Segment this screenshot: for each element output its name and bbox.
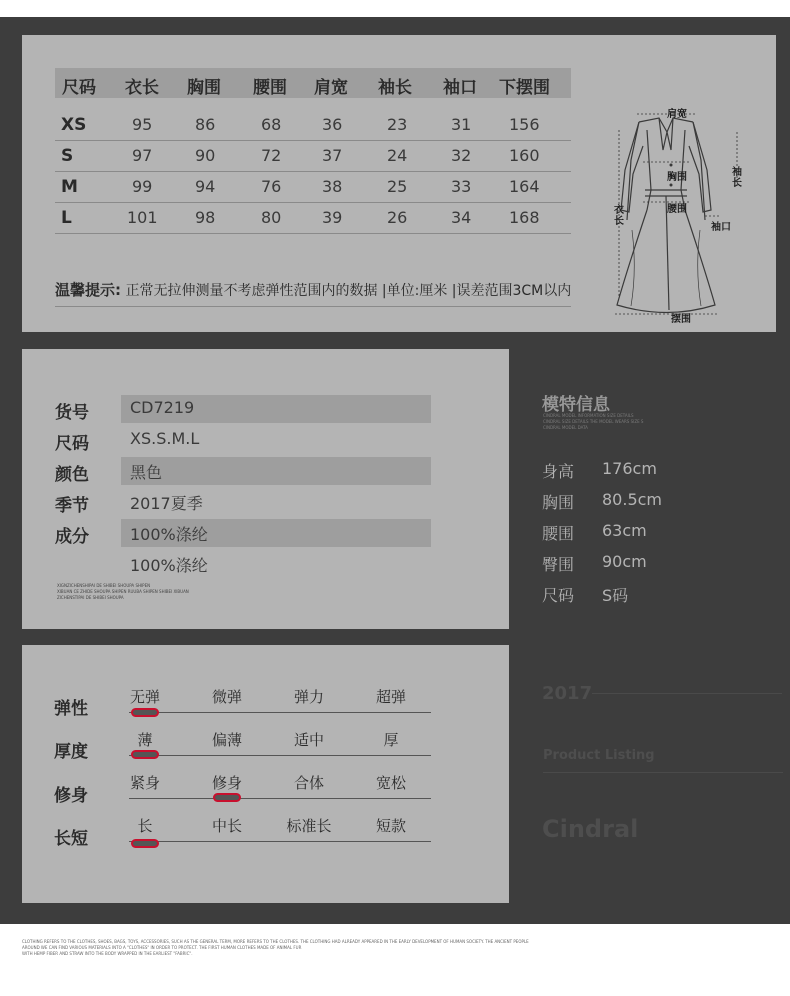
header-length: 衣长: [125, 78, 159, 98]
size-label: S: [61, 146, 74, 166]
table-cell: 94: [195, 177, 216, 196]
model-value-height: 176cm: [602, 459, 657, 478]
divider: [592, 693, 782, 694]
selected-marker: [131, 708, 159, 717]
attr-option: 偏薄: [211, 731, 242, 749]
product-info-panel: [22, 349, 509, 629]
table-cell: 95: [132, 115, 153, 134]
table-cell: 34: [451, 208, 472, 227]
table-cell: 25: [387, 177, 408, 196]
decorative-line: CINDRAL MODEL INFORMATION SIZE DETAILS: [543, 413, 634, 418]
header-hem: 下摆围: [499, 78, 550, 98]
size-label: M: [61, 177, 78, 197]
header-waist: 腰围: [253, 78, 287, 98]
table-cell: 23: [387, 115, 408, 134]
table-cell: 101: [127, 208, 158, 227]
info-value-text: XS.S.M.L: [130, 429, 200, 448]
table-cell: 98: [195, 208, 216, 227]
attr-key-length: 长短: [54, 829, 88, 849]
decorative-line: XIGNZICHENSHIPAI DE SHIBEI SHOUPA SHIPEN: [57, 583, 151, 588]
tip-title: 温馨提示:: [55, 281, 121, 299]
info-value-text: 100%涤纶: [130, 556, 208, 575]
model-key-waist: 腰围: [542, 524, 575, 543]
divider: [55, 306, 571, 307]
attr-key-fit: 修身: [54, 786, 88, 806]
info-key-color: 颜色: [55, 465, 89, 485]
attr-option: 适中: [293, 731, 324, 749]
info-value-text: 2017夏季: [130, 494, 203, 513]
table-cell: 31: [451, 115, 472, 134]
info-key-material: 成分: [55, 527, 89, 547]
table-cell: 164: [509, 177, 540, 196]
label-length: 衣长: [614, 205, 624, 227]
info-value-material: [121, 519, 431, 547]
header-chest: 胸围: [187, 78, 221, 98]
table-row: [55, 110, 571, 141]
header-sleeve: 袖长: [378, 78, 412, 98]
coat-illustration: [587, 70, 787, 330]
attr-option: 长: [137, 817, 153, 835]
attr-option: 中长: [211, 817, 242, 835]
attr-scale-line: [129, 798, 431, 799]
label-waist: 腰围: [667, 204, 687, 215]
model-value-bust: 80.5cm: [602, 490, 663, 509]
size-label: L: [61, 208, 72, 228]
size-table-header: [55, 68, 571, 98]
table-cell: 68: [261, 115, 282, 134]
attr-key-thickness: 厚度: [54, 742, 88, 762]
deco-listing: Product Listing: [543, 748, 655, 763]
attr-scale-line: [129, 755, 431, 756]
attr-option: 超弹: [375, 688, 406, 706]
table-cell: 72: [261, 146, 282, 165]
label-chest: 胸围: [667, 172, 687, 183]
label-cuff: 袖口: [711, 222, 731, 233]
model-value-waist: 63cm: [602, 521, 647, 540]
attr-option: 厚: [383, 731, 399, 749]
table-cell: 36: [322, 115, 343, 134]
header-cuff: 袖口: [443, 78, 477, 98]
table-row: [55, 203, 571, 234]
selected-marker: [213, 793, 241, 802]
label-shoulder: 肩宽: [667, 109, 687, 120]
table-cell: 80: [261, 208, 282, 227]
model-value-hip: 90cm: [602, 552, 647, 571]
attr-option: 修身: [211, 774, 242, 792]
attr-option: 标准长: [286, 817, 332, 835]
table-cell: 90: [195, 146, 216, 165]
attr-option: 短款: [375, 817, 406, 835]
table-cell: 86: [195, 115, 216, 134]
coat-diagram: [587, 70, 787, 330]
info-value-season: [121, 488, 431, 516]
info-key-size: 尺码: [55, 434, 89, 454]
size-label: XS: [61, 115, 87, 135]
header-shoulder: 肩宽: [314, 78, 348, 98]
table-cell: 39: [322, 208, 343, 227]
info-value-text: CD7219: [130, 398, 195, 417]
info-value-color: [121, 457, 431, 485]
table-cell: 37: [322, 146, 343, 165]
info-key-season: 季节: [55, 496, 89, 516]
table-cell: 97: [132, 146, 153, 165]
attr-option: 宽松: [375, 774, 406, 792]
info-value-text: 黑色: [130, 463, 163, 482]
info-value-sku: [121, 395, 431, 423]
model-key-hip: 臀围: [542, 555, 575, 574]
table-cell: 26: [387, 208, 408, 227]
label-hem: 摆围: [671, 314, 691, 325]
table-cell: 38: [322, 177, 343, 196]
deco-year: 2017: [542, 683, 593, 704]
attr-key-elasticity: 弹性: [54, 699, 88, 719]
model-key-bust: 胸围: [542, 493, 575, 512]
attr-option: 薄: [137, 731, 153, 749]
tip-text: 正常无拉伸测量不考虑弹性范围内的数据 |单位:厘米 |误差范围3CM以内: [125, 283, 572, 299]
table-cell: 99: [132, 177, 153, 196]
footer-line: WITH HEMP FIBER AND STRAW INTO THE BODY WRAPPED IN THE EARLIEST "FABRIC".: [22, 951, 193, 956]
attr-option: 无弹: [129, 688, 160, 706]
table-cell: 156: [509, 115, 540, 134]
decorative-line: CINDRAL MODEL DATA: [543, 425, 588, 430]
model-key-size: 尺码: [542, 586, 575, 605]
table-cell: 160: [509, 146, 540, 165]
decorative-line: ZICHENSTIPAI DE SHIBEI SHOUPA: [57, 595, 124, 600]
header-size: 尺码: [62, 78, 96, 98]
selected-marker: [131, 750, 159, 759]
footer-text: [22, 939, 529, 957]
info-value-extra: [121, 550, 431, 578]
attr-option: 合体: [293, 774, 324, 792]
label-sleeve: 袖长: [732, 167, 742, 189]
model-info-title: 模特信息: [542, 395, 610, 415]
attributes-panel: [22, 645, 509, 903]
model-info-subtitle: [543, 413, 643, 431]
info-key-sku: 货号: [55, 403, 89, 423]
attr-scale-line: [129, 712, 431, 713]
deco-brand: Cindral: [542, 815, 639, 843]
attr-option: 弹力: [293, 688, 324, 706]
model-value-size: S码: [602, 586, 629, 605]
size-chart-panel: [22, 35, 776, 332]
footer-line: AROUND WE CAN FIND VARIOUS MATERIALS INTO A "CLOTHES" IN ORDER TO PROTECT. THE FIRST HUMAN CLOTHES MADE OF ANIMAL FUR: [22, 945, 302, 950]
table-row: [55, 141, 571, 172]
footer-line: CLOTHING REFERS TO THE CLOTHES, SHOES, BAGS, TOYS, ACCESSORIES, SUCH AS THE GENERAL TERM, MORE REFERS TO THE CLOTHES. THE CLOTHING HAD ALREADY APPEARED IN THE EARLY DEVELOPMENT OF HUMAN SOCIETY. THE ANCIENT PEOPLE: [22, 939, 529, 944]
attr-option: 紧身: [129, 774, 160, 792]
table-cell: 33: [451, 177, 472, 196]
decorative-line: XIBUAN CE ZHIDE SHOUPA SHIPEN RUUBA SHIPEN SHIBEI XIBUAN: [57, 589, 189, 594]
measurement-tip: [55, 279, 571, 300]
table-cell: 32: [451, 146, 472, 165]
info-value-size: [121, 426, 431, 454]
decorative-line: CINDRAL SIZE DETAILS THE MODEL WEARS SIZE S: [543, 419, 644, 424]
attr-option: 微弹: [211, 688, 242, 706]
table-cell: 76: [261, 177, 282, 196]
selected-marker: [131, 839, 159, 848]
attr-scale-line: [129, 841, 431, 842]
model-key-height: 身高: [542, 462, 575, 481]
info-value-text: 100%涤纶: [130, 525, 208, 544]
divider: [543, 772, 783, 773]
table-row: [55, 172, 571, 203]
table-cell: 168: [509, 208, 540, 227]
decorative-text: [57, 583, 189, 601]
table-cell: 24: [387, 146, 408, 165]
